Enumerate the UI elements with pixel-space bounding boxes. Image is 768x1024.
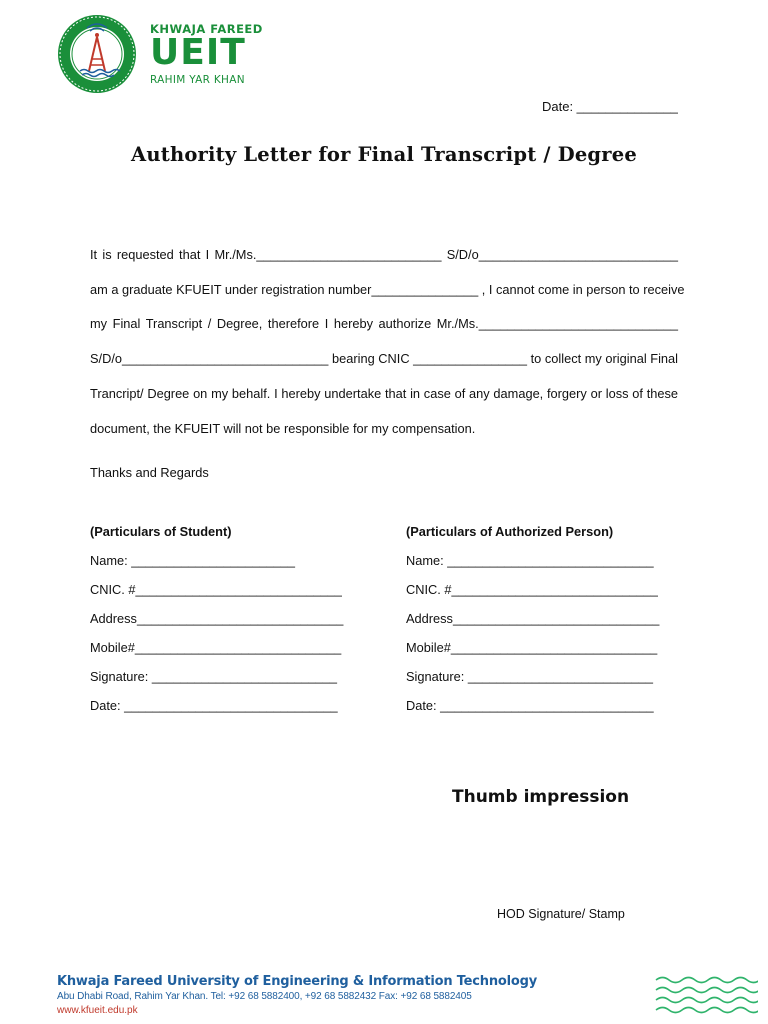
brand-main-text: UEIT — [150, 32, 246, 73]
body-line-1: It is requested that I Mr./Ms.__________________________ S/D/o____________________________ — [90, 247, 678, 262]
thanks-text: Thanks and Regards — [90, 465, 209, 480]
footer-website-link[interactable]: www.kfueit.edu.pk — [57, 1005, 138, 1016]
footer-address: Abu Dhabi Road, Rahim Yar Khan. Tel: +92 68 5882400, +92 68 5882432 Fax: +92 68 5882405 — [57, 991, 472, 1002]
brand-bottom-text: RAHIM YAR KHAN — [150, 74, 245, 86]
authorized-signature-field[interactable]: Signature: __________________________ — [406, 669, 653, 684]
body-line-4: S/D/o_____________________________ bearing CNIC ________________ to collect my original Final — [90, 351, 678, 366]
body-line-6: document, the KFUEIT will not be responsible for my compensation. — [90, 421, 476, 436]
university-seal-icon — [56, 13, 138, 95]
hod-signature-label: HOD Signature/ Stamp — [497, 907, 625, 921]
date-field[interactable]: Date: ______________ — [542, 99, 678, 114]
student-signature-field[interactable]: Signature: __________________________ — [90, 669, 337, 684]
authorized-name-field[interactable]: Name: _____________________________ — [406, 553, 654, 568]
authorized-address-field[interactable]: Address_____________________________ — [406, 611, 660, 626]
body-line-3: my Final Transcript / Degree, therefore I hereby authorize Mr./Ms.____________________________ — [90, 316, 678, 331]
authorized-cnic-field[interactable]: CNIC. #_____________________________ — [406, 582, 658, 597]
wave-decoration-icon — [654, 974, 758, 1018]
page-title: Authority Letter for Final Transcript / Degree — [131, 143, 637, 166]
footer-university-name: Khwaja Fareed University of Engineering & Information Technology — [57, 974, 537, 989]
body-line-5: Trancript/ Degree on my behalf. I hereby undertake that in case of any damage, forgery or loss of these — [90, 386, 678, 401]
student-mobile-field[interactable]: Mobile#_____________________________ — [90, 640, 342, 655]
student-cnic-field[interactable]: CNIC. #_____________________________ — [90, 582, 342, 597]
authorized-heading: (Particulars of Authorized Person) — [406, 524, 614, 539]
body-line-2: am a graduate KFUEIT under registration number_______________ , I cannot come in person to receive — [90, 282, 685, 297]
thumb-impression-label: Thumb impression — [452, 787, 630, 807]
authorized-mobile-field[interactable]: Mobile#_____________________________ — [406, 640, 658, 655]
student-address-field[interactable]: Address_____________________________ — [90, 611, 344, 626]
student-date-field[interactable]: Date: ______________________________ — [90, 698, 338, 713]
student-heading: (Particulars of Student) — [90, 524, 232, 539]
brand-top-text: KHWAJA FAREED — [150, 22, 263, 36]
authorized-date-field[interactable]: Date: ______________________________ — [406, 698, 654, 713]
student-name-field[interactable]: Name: _______________________ — [90, 553, 295, 568]
